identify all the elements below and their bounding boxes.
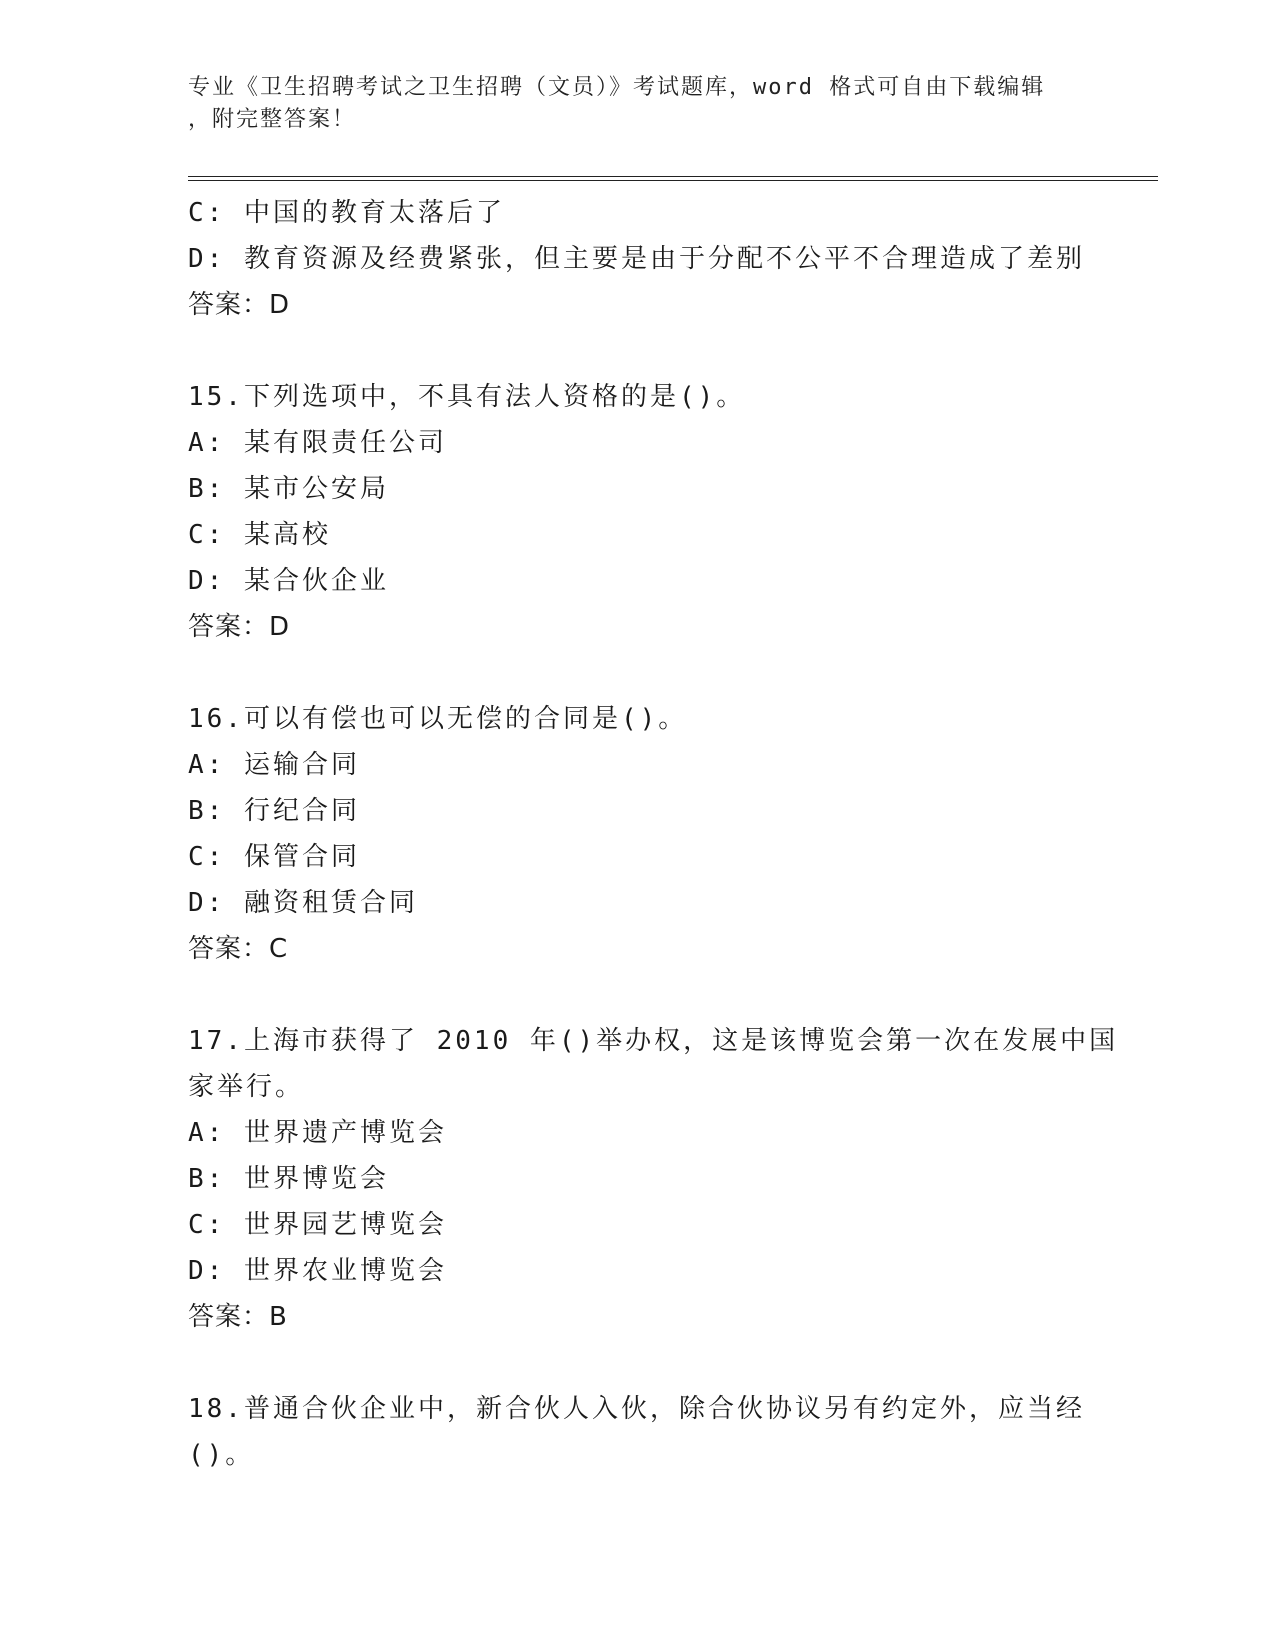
option-d: D: 教育资源及经费紧张，但主要是由于分配不公平不合理造成了差别 — [188, 244, 1085, 274]
question-stem: 16.可以有偿也可以无偿的合同是()。 — [188, 704, 688, 734]
document-header — [188, 72, 1068, 136]
option-b: B: 世界博览会 — [188, 1164, 389, 1194]
option-a: A: 世界遗产博览会 — [188, 1118, 447, 1148]
option-c: C: 世界园艺博览会 — [188, 1210, 447, 1240]
spacer — [188, 972, 1088, 1018]
answer: 答案：C — [188, 934, 289, 964]
option-d: D: 世界农业博览会 — [188, 1256, 447, 1286]
header-line-2: ，附完整答案！ — [188, 107, 357, 132]
option-a: A: 运输合同 — [188, 750, 360, 780]
option-c: C: 保管合同 — [188, 842, 360, 872]
option-b: B: 行纪合同 — [188, 796, 360, 826]
option-c: C: 某高校 — [188, 520, 331, 550]
header-divider — [188, 176, 1158, 181]
question-stem-continued: 家举行。 — [188, 1072, 305, 1102]
option-b: B: 某市公安局 — [188, 474, 389, 504]
question-list — [188, 190, 1119, 1478]
answer: 答案：D — [188, 290, 291, 320]
option-a: A: 某有限责任公司 — [188, 428, 447, 458]
option-c: C: 中国的教育太落后了 — [188, 198, 505, 228]
question-stem: 15.下列选项中，不具有法人资格的是()。 — [188, 382, 746, 412]
question-stem-continued: ()。 — [188, 1440, 255, 1470]
question-stem: 18.普通合伙企业中，新合伙人入伙，除合伙协议另有约定外，应当经 — [188, 1394, 1085, 1424]
header-line-1: 专业《卫生招聘考试之卫生招聘（文员）》考试题库，word 格式可自由下载编辑 — [188, 75, 1046, 100]
answer: 答案：B — [188, 1302, 288, 1332]
answer: 答案：D — [188, 612, 291, 642]
option-d: D: 某合伙企业 — [188, 566, 389, 596]
question-stem: 17.上海市获得了 2010 年()举办权，这是该博览会第一次在发展中国 — [188, 1026, 1119, 1056]
spacer — [188, 1340, 1088, 1386]
spacer — [188, 328, 1088, 374]
option-d: D: 融资租赁合同 — [188, 888, 418, 918]
spacer — [188, 650, 1088, 696]
